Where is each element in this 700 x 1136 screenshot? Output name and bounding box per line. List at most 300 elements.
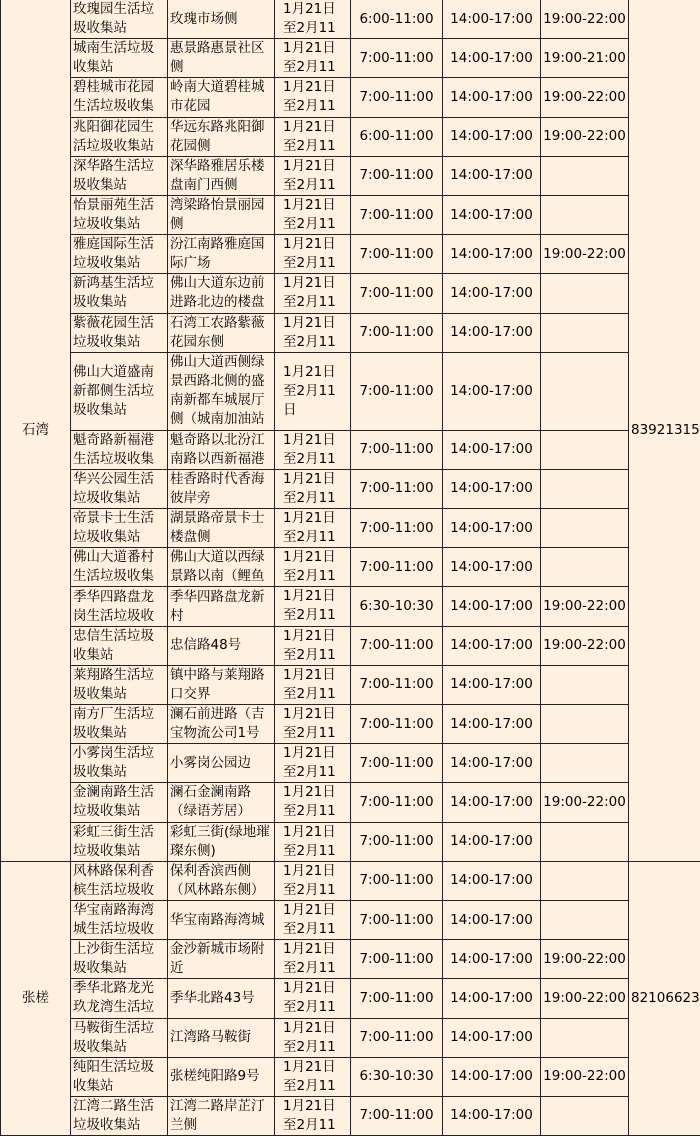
date-range-cell-text: 1月21日至2月11	[283, 0, 348, 38]
station-name-cell	[71, 509, 168, 548]
morning-hours-cell-text: 7:00-11:00	[353, 754, 440, 773]
afternoon-hours-cell-text: 14:00-17:00	[445, 440, 538, 459]
evening-hours-cell	[541, 705, 629, 744]
table-row	[1, 117, 700, 156]
address-cell-text: 佛山大道以西绿景路以南（鲤鱼	[170, 548, 272, 586]
evening-hours-cell	[541, 78, 629, 117]
afternoon-hours-cell	[443, 509, 541, 548]
evening-hours-cell	[541, 548, 629, 587]
evening-hours-cell-text: 19:00-22:00	[543, 597, 626, 616]
afternoon-hours-cell	[443, 822, 541, 861]
address-cell-text: 惠景路惠景社区侧	[170, 39, 272, 77]
address-cell-text: 江湾二路岸芷汀兰侧	[170, 1097, 272, 1135]
date-range-cell	[275, 861, 351, 900]
station-name-cell	[71, 430, 168, 469]
station-name-cell-text: 莱翔路生活垃圾收集站	[73, 666, 165, 704]
date-range-cell	[275, 1057, 351, 1096]
afternoon-hours-cell-text: 14:00-17:00	[445, 382, 538, 401]
table-row	[1, 665, 700, 704]
morning-hours-cell	[351, 352, 443, 430]
table-row	[1, 626, 700, 665]
morning-hours-cell-text: 7:00-11:00	[353, 440, 440, 459]
afternoon-hours-cell-text: 14:00-17:00	[445, 1106, 538, 1125]
address-cell	[168, 235, 275, 274]
morning-hours-cell	[351, 195, 443, 234]
afternoon-hours-cell-text: 14:00-17:00	[445, 832, 538, 851]
date-range-cell	[275, 352, 351, 430]
morning-hours-cell	[351, 0, 443, 39]
station-name-cell-text: 城南生活垃圾收集站	[73, 39, 165, 77]
address-cell	[168, 195, 275, 234]
date-range-cell-text: 1月21日至2月11	[283, 862, 348, 900]
afternoon-hours-cell-text: 14:00-17:00	[445, 10, 538, 29]
date-range-cell-text: 1月21日至2月11	[283, 1019, 348, 1057]
address-cell	[168, 587, 275, 626]
address-cell-text: 佛山大道西侧绿景西路北侧的盛南新都车城展厅侧（城南加油站	[170, 353, 272, 429]
table-row	[1, 1096, 700, 1135]
address-cell-text: 忠信路48号	[170, 636, 272, 655]
station-name-cell	[71, 1096, 168, 1135]
address-cell	[168, 783, 275, 822]
address-cell	[168, 861, 275, 900]
station-name-cell-text: 华兴公园生活垃圾收集站	[73, 470, 165, 508]
afternoon-hours-cell-text: 14:00-17:00	[445, 519, 538, 538]
station-name-cell-text: 季华北路龙光玖龙湾生活垃	[73, 979, 165, 1017]
station-name-cell	[71, 1018, 168, 1057]
station-name-cell	[71, 117, 168, 156]
evening-hours-cell	[541, 979, 629, 1018]
afternoon-hours-cell	[443, 900, 541, 939]
station-name-cell-text: 紫薇花园生活垃圾收集站	[73, 314, 165, 352]
address-cell-text: 澜石金澜南路（绿语芳居）	[170, 783, 272, 821]
table-row	[1, 313, 700, 352]
address-cell	[168, 430, 275, 469]
address-cell-text: 保利香滨西侧（风林路东侧）	[170, 862, 272, 900]
address-cell	[168, 744, 275, 783]
afternoon-hours-cell-text: 14:00-17:00	[445, 715, 538, 734]
afternoon-hours-cell-text: 14:00-17:00	[445, 127, 538, 146]
date-range-cell	[275, 39, 351, 78]
morning-hours-cell-text: 7:00-11:00	[353, 832, 440, 851]
station-name-cell	[71, 587, 168, 626]
morning-hours-cell	[351, 1018, 443, 1057]
morning-hours-cell-text: 7:00-11:00	[353, 558, 440, 577]
afternoon-hours-cell-text: 14:00-17:00	[445, 754, 538, 773]
evening-hours-cell	[541, 822, 629, 861]
morning-hours-cell-text: 6:00-11:00	[353, 127, 440, 146]
morning-hours-cell	[351, 39, 443, 78]
station-name-cell-text: 魁奇路新福港生活垃圾收集	[73, 431, 165, 469]
afternoon-hours-cell-text: 14:00-17:00	[445, 284, 538, 303]
station-name-cell	[71, 900, 168, 939]
evening-hours-cell	[541, 117, 629, 156]
date-range-cell	[275, 195, 351, 234]
morning-hours-cell-text: 7:00-11:00	[353, 911, 440, 930]
afternoon-hours-cell-text: 14:00-17:00	[445, 206, 538, 225]
afternoon-hours-cell	[443, 1057, 541, 1096]
date-range-cell	[275, 1096, 351, 1135]
address-cell	[168, 509, 275, 548]
date-range-cell-text: 1月21日至2月11	[283, 940, 348, 978]
address-cell-text: 镇中路与莱翔路口交界	[170, 666, 272, 704]
date-range-cell-text: 1月21日至2月11	[283, 666, 348, 704]
district-cell: 石湾	[1, 0, 71, 861]
evening-hours-cell	[541, 313, 629, 352]
station-name-cell	[71, 469, 168, 508]
morning-hours-cell	[351, 156, 443, 195]
station-name-cell-text: 纯阳生活垃圾收集站	[73, 1058, 165, 1096]
evening-hours-cell	[541, 1057, 629, 1096]
address-cell	[168, 39, 275, 78]
date-range-cell-text: 1月21日至2月11	[283, 1097, 348, 1135]
address-cell	[168, 469, 275, 508]
date-range-cell	[275, 665, 351, 704]
address-cell	[168, 626, 275, 665]
table-row	[1, 940, 700, 979]
address-cell	[168, 665, 275, 704]
afternoon-hours-cell-text: 14:00-17:00	[445, 166, 538, 185]
address-cell	[168, 705, 275, 744]
station-name-cell	[71, 783, 168, 822]
station-name-cell-text: 玫瑰园生活垃圾收集站	[73, 0, 165, 38]
table-row	[1, 1018, 700, 1057]
date-range-cell-text: 1月21日至2月11	[283, 314, 348, 352]
morning-hours-cell-text: 7:00-11:00	[353, 950, 440, 969]
afternoon-hours-cell-text: 14:00-17:00	[445, 479, 538, 498]
station-name-cell	[71, 665, 168, 704]
date-range-cell	[275, 744, 351, 783]
evening-hours-cell	[541, 587, 629, 626]
station-name-cell	[71, 822, 168, 861]
date-range-cell	[275, 430, 351, 469]
date-range-cell-text: 1月21日至2月11	[283, 744, 348, 782]
station-name-cell	[71, 352, 168, 430]
station-name-cell	[71, 39, 168, 78]
evening-hours-cell	[541, 1096, 629, 1135]
address-cell-text: 季华四路盘龙新村	[170, 588, 272, 626]
table-row	[1, 156, 700, 195]
morning-hours-cell	[351, 665, 443, 704]
address-cell	[168, 78, 275, 117]
address-cell-text: 湖景路帝景卡士楼盘侧	[170, 509, 272, 547]
address-cell	[168, 979, 275, 1018]
address-cell	[168, 940, 275, 979]
date-range-cell	[275, 156, 351, 195]
morning-hours-cell	[351, 705, 443, 744]
table-row	[1, 195, 700, 234]
morning-hours-cell	[351, 469, 443, 508]
table-row	[1, 979, 700, 1018]
morning-hours-cell	[351, 430, 443, 469]
afternoon-hours-cell	[443, 626, 541, 665]
station-name-cell	[71, 235, 168, 274]
afternoon-hours-cell	[443, 587, 541, 626]
station-name-cell	[71, 195, 168, 234]
morning-hours-cell-text: 7:00-11:00	[353, 989, 440, 1008]
morning-hours-cell	[351, 1057, 443, 1096]
morning-hours-cell	[351, 509, 443, 548]
afternoon-hours-cell	[443, 78, 541, 117]
date-range-cell	[275, 313, 351, 352]
table-row	[1, 352, 700, 430]
afternoon-hours-cell	[443, 430, 541, 469]
station-name-cell	[71, 274, 168, 313]
morning-hours-cell-text: 7:00-11:00	[353, 519, 440, 538]
evening-hours-cell	[541, 1018, 629, 1057]
afternoon-hours-cell	[443, 352, 541, 430]
afternoon-hours-cell	[443, 861, 541, 900]
evening-hours-cell	[541, 940, 629, 979]
station-name-cell	[71, 861, 168, 900]
date-range-cell	[275, 979, 351, 1018]
evening-hours-cell	[541, 352, 629, 430]
morning-hours-cell	[351, 587, 443, 626]
afternoon-hours-cell	[443, 274, 541, 313]
afternoon-hours-cell	[443, 744, 541, 783]
evening-hours-cell	[541, 509, 629, 548]
date-range-cell	[275, 469, 351, 508]
morning-hours-cell-text: 6:30-10:30	[353, 1067, 440, 1086]
date-range-cell-text: 1月21日至2月11日	[283, 363, 348, 420]
address-cell-text: 华远东路兆阳御花园侧	[170, 118, 272, 156]
afternoon-hours-cell-text: 14:00-17:00	[445, 636, 538, 655]
date-range-cell-text: 1月21日至2月11	[283, 78, 348, 116]
address-cell-text: 深华路雅居乐楼盘南门西侧	[170, 157, 272, 195]
station-name-cell-text: 江湾二路生活垃圾收集站	[73, 1097, 165, 1135]
morning-hours-cell-text: 7:00-11:00	[353, 88, 440, 107]
address-cell-text: 华宝南路海湾城	[170, 911, 272, 930]
afternoon-hours-cell	[443, 783, 541, 822]
table-row	[1, 274, 700, 313]
table-row	[1, 900, 700, 939]
address-cell-text: 湾梁路怡景丽园侧	[170, 196, 272, 234]
station-name-cell	[71, 1057, 168, 1096]
address-cell	[168, 274, 275, 313]
date-range-cell-text: 1月21日至2月11	[283, 901, 348, 939]
afternoon-hours-cell	[443, 705, 541, 744]
morning-hours-cell-text: 7:00-11:00	[353, 1106, 440, 1125]
phone-number-cell: 83921315	[629, 0, 700, 861]
evening-hours-cell	[541, 39, 629, 78]
address-cell-text: 魁奇路以北汾江南路以西新福港	[170, 431, 272, 469]
date-range-cell	[275, 1018, 351, 1057]
evening-hours-cell-text: 19:00-22:00	[543, 127, 626, 146]
address-cell	[168, 1018, 275, 1057]
evening-hours-cell	[541, 195, 629, 234]
evening-hours-cell-text: 19:00-22:00	[543, 1067, 626, 1086]
afternoon-hours-cell	[443, 469, 541, 508]
date-range-cell-text: 1月21日至2月11	[283, 979, 348, 1017]
morning-hours-cell-text: 7:00-11:00	[353, 206, 440, 225]
station-name-cell	[71, 705, 168, 744]
table-row	[1, 587, 700, 626]
afternoon-hours-cell-text: 14:00-17:00	[445, 871, 538, 890]
date-range-cell	[275, 0, 351, 39]
date-range-cell	[275, 822, 351, 861]
afternoon-hours-cell-text: 14:00-17:00	[445, 675, 538, 694]
station-name-cell-text: 碧桂城市花园生活垃圾收集	[73, 78, 165, 116]
morning-hours-cell	[351, 861, 443, 900]
date-range-cell-text: 1月21日至2月11	[283, 39, 348, 77]
date-range-cell-text: 1月21日至2月11	[283, 1058, 348, 1096]
date-range-cell-text: 1月21日至2月11	[283, 548, 348, 586]
morning-hours-cell	[351, 1096, 443, 1135]
station-name-cell-text: 风林路保利香槟生活垃圾收	[73, 862, 165, 900]
evening-hours-cell	[541, 783, 629, 822]
date-range-cell-text: 1月21日至2月11	[283, 118, 348, 156]
table-row	[1, 1057, 700, 1096]
afternoon-hours-cell-text: 14:00-17:00	[445, 1067, 538, 1086]
evening-hours-cell	[541, 744, 629, 783]
morning-hours-cell-text: 7:00-11:00	[353, 636, 440, 655]
date-range-cell-text: 1月21日至2月11	[283, 274, 348, 312]
evening-hours-cell	[541, 430, 629, 469]
station-name-cell	[71, 0, 168, 39]
afternoon-hours-cell-text: 14:00-17:00	[445, 793, 538, 812]
phone-number-cell: 82106623	[629, 861, 700, 1135]
date-range-cell	[275, 274, 351, 313]
station-name-cell	[71, 940, 168, 979]
date-range-cell	[275, 900, 351, 939]
morning-hours-cell	[351, 940, 443, 979]
evening-hours-cell	[541, 665, 629, 704]
date-range-cell	[275, 78, 351, 117]
date-range-cell-text: 1月21日至2月11	[283, 783, 348, 821]
station-name-cell-text: 马鞍街生活垃圾收集站	[73, 1019, 165, 1057]
address-cell-text: 小雾岗公园边	[170, 754, 272, 773]
station-name-cell-text: 佛山大道番村生活垃圾收集	[73, 548, 165, 586]
morning-hours-cell	[351, 900, 443, 939]
address-cell-text: 澜石前进路（吉宝物流公司1号	[170, 705, 272, 743]
address-cell	[168, 117, 275, 156]
station-name-cell	[71, 979, 168, 1018]
morning-hours-cell-text: 7:00-11:00	[353, 49, 440, 68]
address-cell-text: 金沙新城市场附近	[170, 940, 272, 978]
station-name-cell	[71, 744, 168, 783]
morning-hours-cell-text: 7:00-11:00	[353, 323, 440, 342]
station-name-cell-text: 彩虹三街生活垃圾收集站	[73, 823, 165, 861]
evening-hours-cell	[541, 861, 629, 900]
date-range-cell	[275, 783, 351, 822]
station-name-cell-text: 上沙街生活垃圾收集站	[73, 940, 165, 978]
address-cell-text: 汾江南路雅庭国际广场	[170, 235, 272, 273]
afternoon-hours-cell-text: 14:00-17:00	[445, 88, 538, 107]
morning-hours-cell	[351, 117, 443, 156]
address-cell	[168, 0, 275, 39]
afternoon-hours-cell	[443, 665, 541, 704]
morning-hours-cell	[351, 783, 443, 822]
address-cell	[168, 900, 275, 939]
address-cell	[168, 313, 275, 352]
afternoon-hours-cell	[443, 313, 541, 352]
evening-hours-cell-text: 19:00-22:00	[543, 88, 626, 107]
evening-hours-cell	[541, 0, 629, 39]
morning-hours-cell	[351, 626, 443, 665]
date-range-cell-text: 1月21日至2月11	[283, 235, 348, 273]
station-name-cell-text: 南方厂生活垃圾收集站	[73, 705, 165, 743]
evening-hours-cell-text: 19:00-22:00	[543, 245, 626, 264]
table-row	[1, 783, 700, 822]
date-range-cell	[275, 940, 351, 979]
morning-hours-cell-text: 7:00-11:00	[353, 479, 440, 498]
afternoon-hours-cell-text: 14:00-17:00	[445, 558, 538, 577]
afternoon-hours-cell	[443, 195, 541, 234]
table-row	[1, 744, 700, 783]
evening-hours-cell	[541, 626, 629, 665]
date-range-cell-text: 1月21日至2月11	[283, 157, 348, 195]
station-name-cell	[71, 78, 168, 117]
morning-hours-cell-text: 7:00-11:00	[353, 1028, 440, 1047]
address-cell-text: 彩虹三街(绿地璀璨东侧)	[170, 823, 272, 861]
station-name-cell-text: 兆阳御花园生活垃圾收集站	[73, 118, 165, 156]
date-range-cell-text: 1月21日至2月11	[283, 627, 348, 665]
station-name-cell-text: 季华四路盘龙岗生活垃圾收	[73, 588, 165, 626]
date-range-cell-text: 1月21日至2月11	[283, 509, 348, 547]
date-range-cell-text: 1月21日至2月11	[283, 823, 348, 861]
morning-hours-cell-text: 7:00-11:00	[353, 871, 440, 890]
afternoon-hours-cell-text: 14:00-17:00	[445, 1028, 538, 1047]
morning-hours-cell	[351, 274, 443, 313]
morning-hours-cell-text: 7:00-11:00	[353, 245, 440, 264]
afternoon-hours-cell	[443, 117, 541, 156]
station-name-cell-text: 小雾岗生活垃圾收集站	[73, 744, 165, 782]
evening-hours-cell-text: 19:00-22:00	[543, 950, 626, 969]
evening-hours-cell-text: 19:00-22:00	[543, 989, 626, 1008]
afternoon-hours-cell	[443, 235, 541, 274]
station-name-cell-text: 怡景丽苑生活垃圾收集站	[73, 196, 165, 234]
afternoon-hours-cell	[443, 548, 541, 587]
station-name-cell-text: 新鸿基生活垃圾收集站	[73, 274, 165, 312]
station-name-cell-text: 帝景卡士生活垃圾收集站	[73, 509, 165, 547]
afternoon-hours-cell-text: 14:00-17:00	[445, 597, 538, 616]
station-name-cell	[71, 156, 168, 195]
evening-hours-cell-text: 19:00-22:00	[543, 636, 626, 655]
date-range-cell	[275, 587, 351, 626]
afternoon-hours-cell	[443, 979, 541, 1018]
table-row	[1, 509, 700, 548]
date-range-cell-text: 1月21日至2月11	[283, 587, 348, 625]
afternoon-hours-cell	[443, 156, 541, 195]
morning-hours-cell	[351, 979, 443, 1018]
afternoon-hours-cell-text: 14:00-17:00	[445, 911, 538, 930]
date-range-cell	[275, 548, 351, 587]
table-row	[1, 822, 700, 861]
afternoon-hours-cell	[443, 1018, 541, 1057]
morning-hours-cell-text: 7:00-11:00	[353, 793, 440, 812]
morning-hours-cell-text: 7:00-11:00	[353, 284, 440, 303]
afternoon-hours-cell-text: 14:00-17:00	[445, 323, 538, 342]
afternoon-hours-cell-text: 14:00-17:00	[445, 245, 538, 264]
date-range-cell-text: 1月21日至2月11	[283, 705, 348, 743]
address-cell	[168, 1057, 275, 1096]
morning-hours-cell-text: 7:00-11:00	[353, 166, 440, 185]
address-cell	[168, 1096, 275, 1135]
morning-hours-cell	[351, 744, 443, 783]
morning-hours-cell-text: 7:00-11:00	[353, 675, 440, 694]
evening-hours-cell	[541, 274, 629, 313]
morning-hours-cell-text: 6:00-11:00	[353, 10, 440, 29]
morning-hours-cell-text: 7:00-11:00	[353, 715, 440, 734]
afternoon-hours-cell	[443, 1096, 541, 1135]
evening-hours-cell	[541, 469, 629, 508]
station-name-cell	[71, 313, 168, 352]
station-name-cell-text: 金澜南路生活垃圾收集站	[73, 783, 165, 821]
station-name-cell	[71, 626, 168, 665]
morning-hours-cell	[351, 235, 443, 274]
morning-hours-cell	[351, 548, 443, 587]
morning-hours-cell-text: 7:00-11:00	[353, 382, 440, 401]
evening-hours-cell-text: 19:00-21:00	[543, 49, 626, 68]
